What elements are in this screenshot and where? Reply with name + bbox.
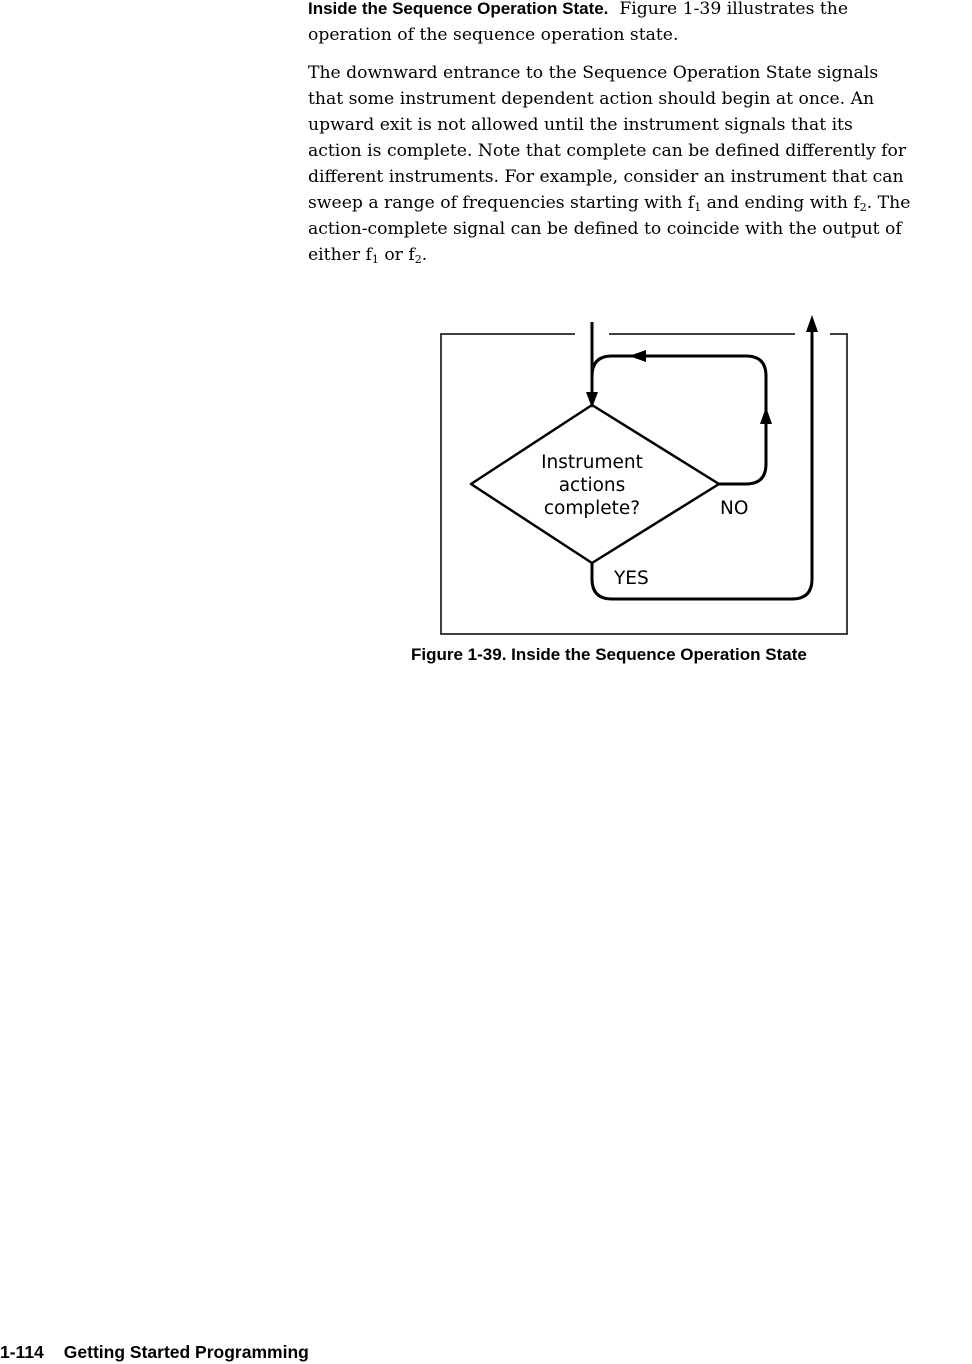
decision-text-line-2: actions xyxy=(558,475,626,496)
text-span: Figure 1-39 illustrates the xyxy=(619,0,849,19)
paragraph-details-line-4: action is complete. Note that complete can be defined differently for xyxy=(308,141,907,161)
decision-text-line-3: complete? xyxy=(543,498,641,519)
paragraph-details-line-6 xyxy=(308,190,910,216)
text-span: and ending with f xyxy=(706,193,860,213)
paragraph-details-line-8 xyxy=(308,242,910,268)
exit-arrowhead xyxy=(806,315,818,332)
text-span: . xyxy=(421,245,428,265)
no-label: NO xyxy=(720,498,749,519)
text-span: . The xyxy=(866,193,911,213)
paragraph-details-line-7: action-complete signal can be defined to coincide with the output of xyxy=(308,219,902,239)
paragraph-details-line-1: The downward entrance to the Sequence Operation State signals xyxy=(308,63,879,83)
page-number: 1-114 xyxy=(0,1342,44,1362)
paragraph-intro xyxy=(308,0,848,48)
subscript: 1 xyxy=(694,201,702,214)
text-span: either f xyxy=(308,245,372,265)
run-in-heading: Inside the Sequence Operation State. xyxy=(308,0,609,18)
section-title: Getting Started Programming xyxy=(63,1342,309,1362)
text-span: sweep a range of frequencies starting with f xyxy=(308,193,695,213)
paragraph-details xyxy=(308,60,910,268)
paragraph-details-line-2: that some instrument dependent action should begin at once. An xyxy=(308,89,875,109)
text-span: or f xyxy=(384,245,415,265)
paragraph-intro-line-2: operation of the sequence operation state. xyxy=(308,25,679,45)
subscript: 2 xyxy=(859,201,867,214)
state-box-border xyxy=(441,334,847,634)
paragraph-intro-line-1 xyxy=(308,0,848,22)
yes-label: YES xyxy=(614,568,649,589)
flowchart-diagram xyxy=(430,310,860,640)
subscript: 1 xyxy=(371,253,379,266)
paragraph-details-line-5: different instruments. For example, consider an instrument that can xyxy=(308,167,904,187)
decision-text-line-1: Instrument xyxy=(541,452,643,473)
no-loop-arrowhead-up xyxy=(760,407,772,424)
paragraph-details-line-3: upward exit is not allowed until the instrument signals that its xyxy=(308,115,853,135)
no-loop-arrowhead-left xyxy=(629,350,646,362)
figure-caption: Figure 1-39. Inside the Sequence Operation State xyxy=(411,645,807,664)
page-footer xyxy=(0,1342,309,1363)
subscript: 2 xyxy=(414,253,422,266)
